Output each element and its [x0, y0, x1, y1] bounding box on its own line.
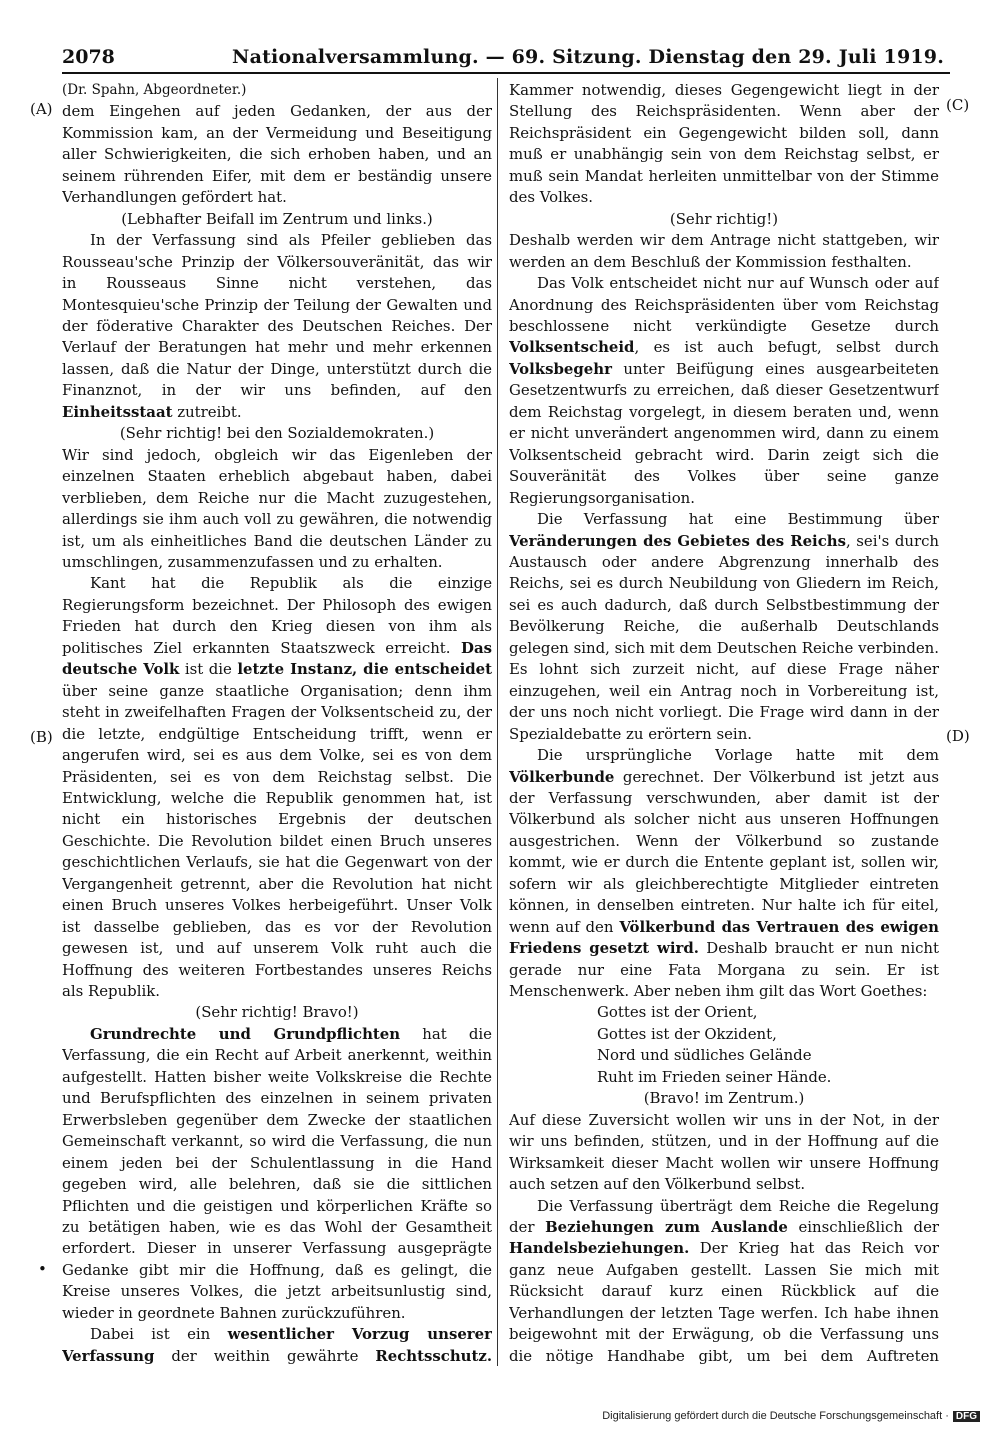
column-divider: [497, 78, 498, 1366]
paragraph: Die Verfassung überträgt dem Reiche die Regelung der Beziehungen zum Auslande einschließlich der Handelsbeziehungen. Der Krieg hat das Reich vor ganz neue Aufgaben gestellt. Lassen Sie mich mit Rücksicht darauf kurz einen Rückblick auf die Verhandlungen der letzten Tage werfen. Ich habe ihnen beigewohnt mit der Erwägung, ob die Verfassung uns die nötige Handhabe gibt, um bei dem Auftreten: [509, 1196, 939, 1364]
paragraph: Kant hat die Republik als die einzige Regierungsform bezeichnet. Der Philosoph des ewigen Frieden hat durch den Krieg diesen von ihm als politisches Ziel erkannten Staatszweck erreicht. Das deutsche Volk ist die letzte Instanz, die entscheidet über seine ganze staatliche Organisation; denn ihm steht in zweifelhaften Fragen der Volksentscheid zu, der die letzte, endgültige Entscheidung trifft, wenn er angerufen wird, sei es aus dem Volke, sei es von dem Präsidenten, sei es von dem Reichstag selbst. Die Entwicklung, welche die Republik genommen hat, ist nicht ein historisches Ergebnis der deutschen Geschichte. Die Revolution bildet einen Bruch unseres geschichtlichen Verlaufs, sie hat die Gegenwart von der Vergangenheit getrennt, aber die Revolution hat nicht einen Bruch unseres Volkes herbeigeführt. Unser Volk ist dasselbe geblieben, das es vor der Revolution gewesen ist, und auf unserem Volk ruht auch die Hoffnung des weiteren Fortbestandes unseres Reichs als Republik.: [62, 574, 492, 1001]
paragraph: Grundrechte und Grundpflichten hat die Verfassung, die ein Recht auf Arbeit anerkennt, weithin aufgestellt. Hatten bisher weite Volkskreise die Rechte und Berufspflichten des einzelnen in seinem privaten Erwerbsleben gegenüber dem Zwecke der staatlichen Gemeinschaft verkannt, so wird die Verfassung, die nun einem jeden bei der Schulentlassung in die Hand gegeben wird, alle belehren, daß sie die sittlichen Pflichten und die geistigen und körperlichen Kräfte so zu betätigen haben, wie es das Wohl der Gesamtheit erfordert. Dieser in unserer Verfassung ausgeprägte Gedanke gibt mir die Hoffnung, daß es gelingt, die Kreise unseres Volkes, die jetzt arbeitsunlustig sind, wieder in geordnete Bahnen zurückzuführen.: [62, 1024, 492, 1322]
margin-marker-c: (C): [946, 96, 970, 114]
paragraph: In der Verfassung sind als Pfeiler geblieben das Rousseau'sche Prinzip der Völkersouveränität, das wir in Rousseaus Sinne nicht verstehen, das Montesquieu'sche Prinzip der Teilung der Gewalten und der föderative Charakter des Deutschen Reiches. Der Verlauf der Beratungen hat mehr und mehr erkennen lassen, daß die Natur der Dinge, unterstützt durch die Finanznot, in der wir uns befinden, auf den Einheitsstaat zutreibt.: [62, 231, 492, 421]
running-title: Nationalversammlung. — 69. Sitzung. Dienstag den 29. Juli 1919.: [232, 46, 945, 68]
paragraph: Kammer notwendig, dieses Gegengewicht liegt in der Stellung des Reichspräsidenten. Wenn aber der Reichspräsident ein Gegengewicht bilden soll, dann muß er unabhängig sein von dem Reichstag selbst, er muß sein Mandat herleiten unmittelbar von der Stimme des Volkes.: [509, 81, 939, 207]
paragraph: Die ursprüngliche Vorlage hatte mit dem Völkerbunde gerechnet. Der Völkerbund ist jetzt aus der Verfassung verschwunden, aber damit ist der Völkerbund als solcher nicht aus unseren Hoffnungen ausgestrichen. Wenn der Völkerbund so zustande kommt, wie er durch die Entente geplant ist, sollen wir, sofern wir als gleichberechtigte Mitglieder eintreten können, in denselben eintreten. Nur halte ich für eitel, wenn auf den Völkerbund das Vertrauen des ewigen Friedens gesetzt wird. Deshalb braucht er nun nicht gerade nur eine Fata Morgana zu sein. Er ist Menschenwerk. Aber neben ihm gilt das Wort Goethes:: [509, 746, 939, 1001]
interjection: (Bravo! im Zentrum.): [643, 1089, 805, 1108]
paragraph: Die Verfassung hat eine Bestimmung über Veränderungen des Gebietes des Reichs, sei's durch Austausch oder andere Abgrenzung innerhalb des Reichs, sei es durch Neubildung von Gliedern im Reich, sei es auch dadurch, daß durch Selbstbestimmung der Bevölkerung Reiche, die außerhalb Deutschlands gelegen sind, sich mit dem Deutschen Reiche verbinden. Es lohnt sich zurzeit nicht, auf diese Frage näher einzugehen, weil ein Antrag noch in Vorbereitung ist, der uns noch nicht vorliegt. Die Frage wird dann in der Spezialdebatte zu erörtern sein.: [509, 510, 939, 743]
interjection: (Sehr richtig!): [669, 209, 779, 228]
margin-marker-b: (B): [30, 728, 53, 746]
paragraph: Auf diese Zuversicht wollen wir uns in der Not, in der wir uns befinden, stützen, und in der Hoffnung auf die Wirksamkeit dieser Macht wollen wir unsere Hoffnung auch setzen auf den Völkerbund selbst.: [509, 1110, 939, 1194]
interjection: (Sehr richtig! bei den Sozialdemokraten.): [119, 424, 435, 443]
margin-marker-a: (A): [30, 100, 53, 118]
left-column: [62, 80, 492, 1364]
paragraph: dem Eingehen auf jeden Gedanken, der aus der Kommission kam, an der Vermeidung und Beseitigung aller Schwierigkeiten, die sich erhoben haben, und an seinem rührenden Eifer, mit dem er beständig unsere Verhandlungen gefördert hat.: [62, 102, 492, 207]
margin-marker-d: (D): [946, 727, 970, 745]
page-header: [62, 44, 950, 74]
verse-line: Gottes ist der Okzident,: [597, 1024, 777, 1043]
right-column: [509, 80, 939, 1364]
paragraph: Dabei ist ein wesentlicher Vorzug unserer Verfassung der weithin gewährte Rechtsschutz.: [62, 1325, 492, 1364]
dfg-logo: DFG: [953, 1411, 980, 1422]
margin-marker-bullet: •: [38, 1260, 47, 1278]
verse-line: Gottes ist der Orient,: [597, 1003, 758, 1022]
paragraph: Deshalb werden wir dem Antrage nicht stattgeben, wir werden an dem Beschluß der Kommission festhalten.: [509, 231, 939, 271]
verse-line: Nord und südliches Gelände: [597, 1046, 812, 1065]
credit-text: Digitalisierung gefördert durch die Deutsche Forschungsgemeinschaft ·: [602, 1410, 949, 1422]
verse-line: Ruht im Frieden seiner Hände.: [597, 1067, 832, 1086]
interjection: (Lebhafter Beifall im Zentrum und links.): [121, 209, 433, 228]
paragraph: Das Volk entscheidet nicht nur auf Wunsch oder auf Anordnung des Reichspräsidenten über vom Reichstag beschlossene nicht verkündigte Gesetze durch Volksentscheid, es ist auch befugt, selbst durch Volksbegehr unter Beifügung eines ausgearbeiteten Gesetzentwurfs zu erreichen, daß dieser Gesetzentwurf dem Reichstag vorgelegt, in diesem beraten und, wenn er nicht unverändert angenommen wird, dann zu einem Volksentscheid gebracht wird. Darin zeigt sich die Souveränität des Volkes über seine ganze Regierungsorganisation.: [509, 274, 939, 507]
paragraph: Wir sind jedoch, obgleich wir das Eigenleben der einzelnen Staaten erheblich abgebaut haben, dabei verblieben, dem Reiche nur die Macht zuzugestehen, allerdings sie ihm auch voll zu gewähren, die notwendig ist, um als einheitliches Band die deutschen Länder zu umschlingen, zusammenzufassen und zu erhalten.: [62, 445, 492, 571]
page-number: 2078: [62, 46, 115, 68]
interjection: (Sehr richtig! Bravo!): [195, 1003, 359, 1022]
digitization-credit: [602, 1410, 980, 1422]
speaker-line: (Dr. Spahn, Abgeordneter.): [62, 82, 247, 98]
